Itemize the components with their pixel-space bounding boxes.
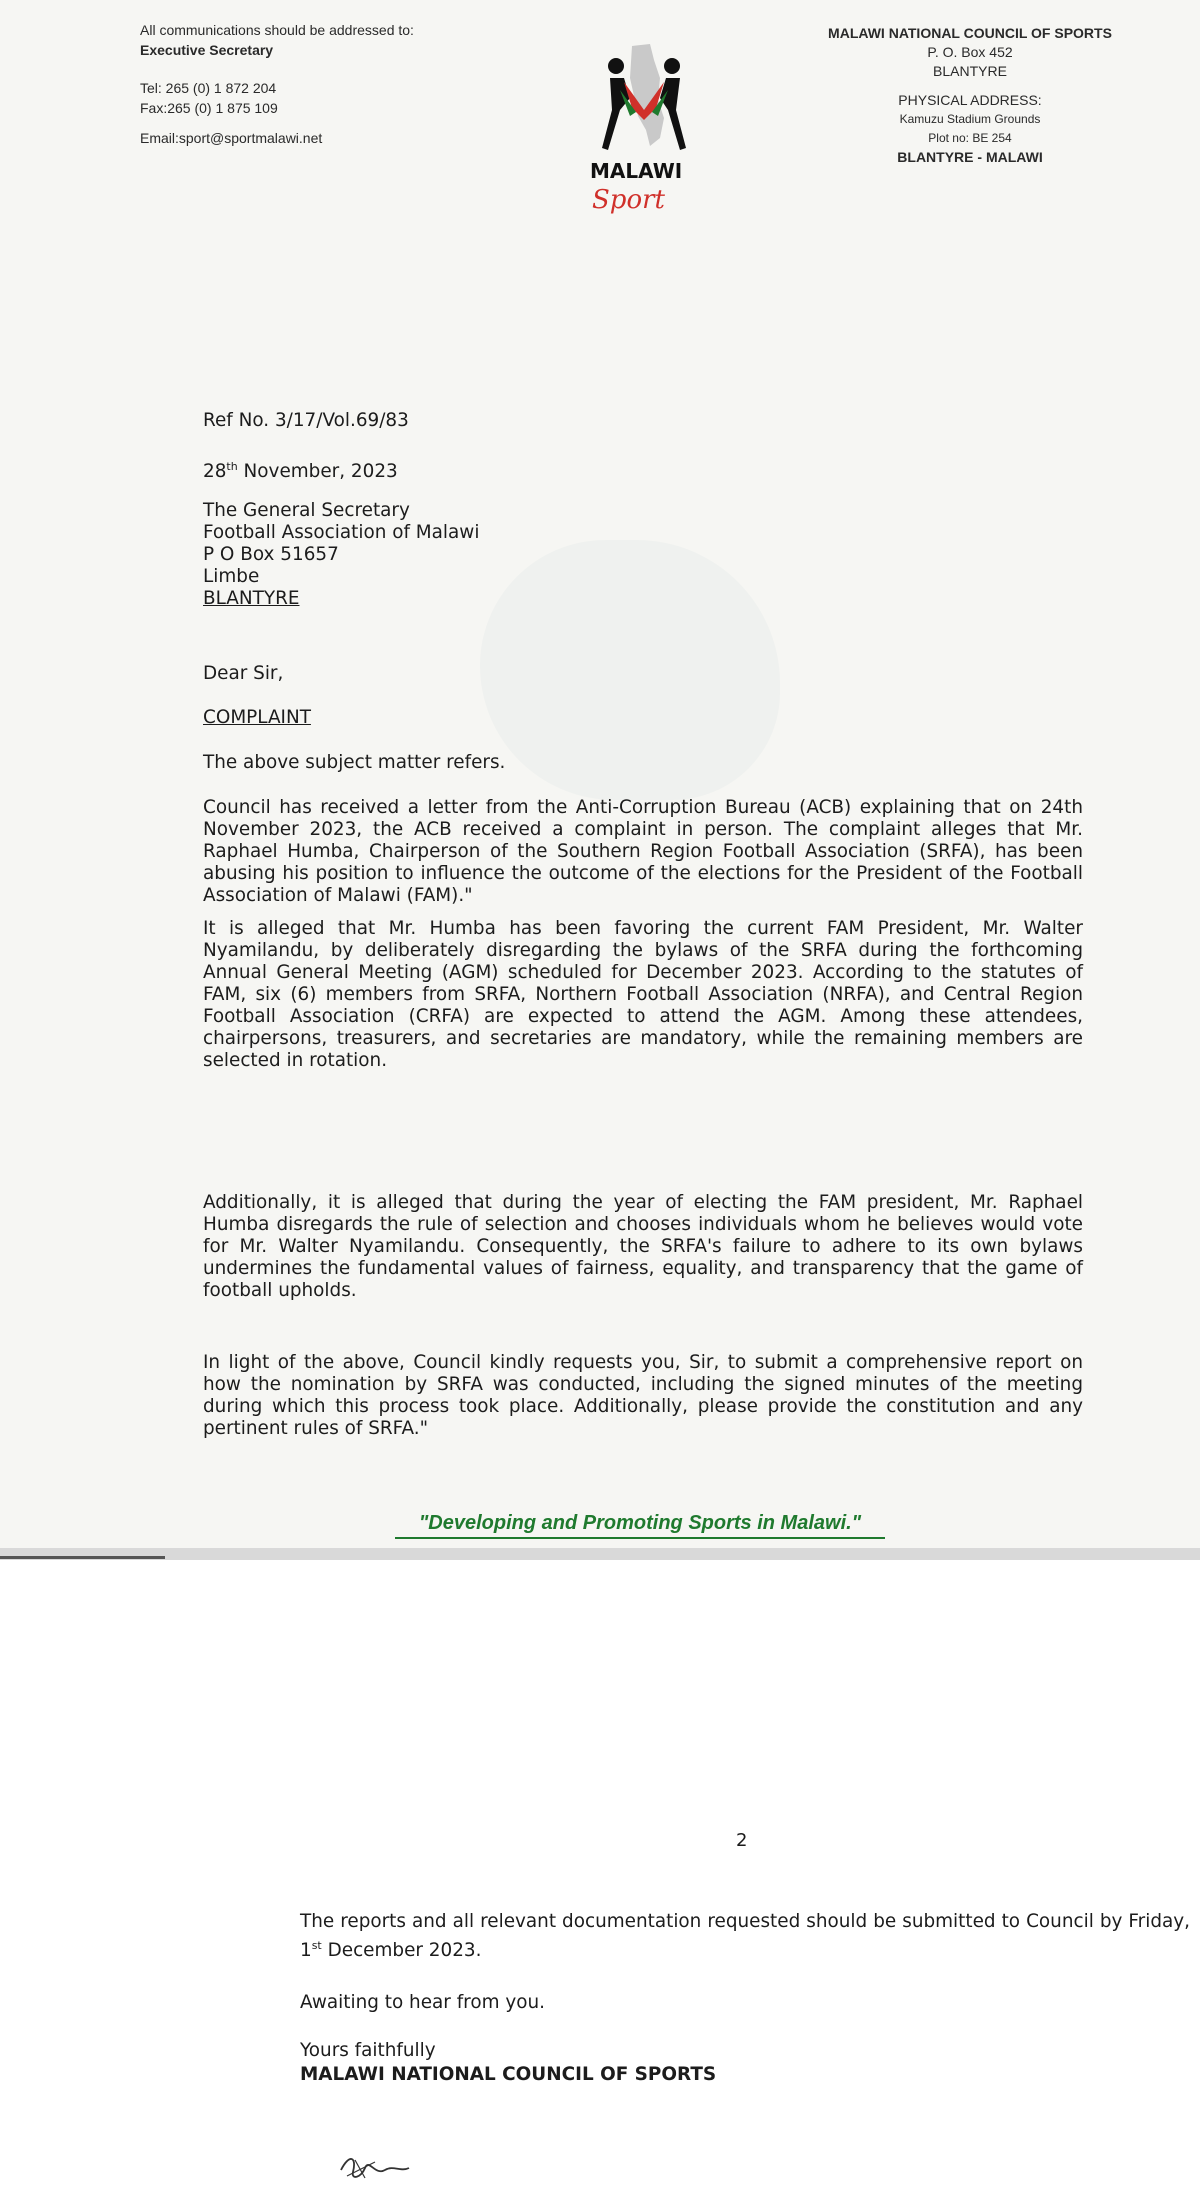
page-separator — [0, 1548, 1200, 1560]
recipient-line: The General Secretary — [203, 500, 410, 521]
header-contact — [140, 20, 414, 148]
recipient-address — [203, 500, 1083, 610]
addressee-title: Executive Secretary — [140, 42, 274, 58]
physical-city: BLANTYRE - MALAWI — [897, 149, 1043, 165]
reference-number: Ref No. 3/17/Vol.69/83 — [203, 410, 409, 431]
org-name: MALAWI NATIONAL COUNCIL OF SPORTS — [828, 25, 1112, 41]
postal-city: BLANTYRE — [933, 63, 1007, 79]
header-organisation — [770, 24, 1170, 167]
paragraph-allegation-2: Additionally, it is alleged that during the year of electing the FAM president, Mr. Raphael Humba disregards the rule of selection and chooses individuals whom he believes would vote for Mr. Walter Nyamilandu. Consequently, the SRFA's failure to adhere to its own bylaws undermines the fundamental values of fairness, equality, and transparency that the game of football upholds. — [203, 1192, 1083, 1301]
separator-mark — [0, 1556, 165, 1559]
recipient-line: Football Association of Malawi — [203, 522, 480, 543]
paragraph-deadline — [300, 1910, 1190, 1963]
malawi-sport-logo — [580, 38, 710, 218]
paragraph-request: In light of the above, Council kindly requests you, Sir, to submit a comprehensive report on how the nomination by SRFA was conducted, including the signed minutes of the meeting during which this process took place. Additionally, please provide the constitution and any pertinent rules of SRFA." — [203, 1352, 1083, 1439]
address-note: All communications should be addressed to: — [140, 22, 414, 38]
signature — [335, 2150, 415, 2185]
date-day: 28 — [203, 461, 227, 483]
logo-word-malawi: MALAWI — [590, 159, 683, 183]
paragraph-allegation-1: It is alleged that Mr. Humba has been favoring the current FAM President, Mr. Walter Nyamilandu, by deliberately disregarding the bylaws of the SRFA during the forthcoming Annual General Meeting (AGM) scheduled for December 2023. According to the statutes of FAM, six (6) members from SRFA, Northern Football Association (NRFA), and Central Region Football Association (CRFA) are expected to attend the AGM. Among these attendees, chairpersons, treasurers, and secretaries are mandatory, while the remaining members are selected in rotation. — [203, 918, 1083, 1071]
recipient-city: BLANTYRE — [203, 588, 300, 609]
paragraph-intro: The above subject matter refers. — [203, 752, 506, 773]
postal-box: P. O. Box 452 — [927, 44, 1013, 60]
email: Email:sport@sportmalawi.net — [140, 130, 323, 146]
paragraph-acb-complaint: Council has received a letter from the Anti-Corruption Bureau (ACB) explaining that on 24th November 2023, the ACB received a complaint in person. The complaint alleges that Mr. Raphael Humba, Chairperson of the Southern Region Football Association (SRFA), has been abusing his position to influence the outcome of the elections for the President of the Football Association of Malawi (FAM)." — [203, 797, 1083, 906]
subject-text: COMPLAINT — [203, 707, 311, 728]
page-number: 2 — [736, 1830, 748, 1851]
deadline-suffix: st — [311, 1939, 322, 1952]
subject-heading — [203, 707, 1083, 729]
letter-date — [203, 456, 1083, 483]
telephone: Tel: 265 (0) 1 872 204 — [140, 80, 277, 96]
paragraph-awaiting: Awaiting to hear from you. — [300, 1992, 545, 2013]
letter-page-2 — [0, 1560, 1200, 2191]
deadline-date: December 2023. — [321, 1940, 482, 1962]
recipient-line: P O Box 51657 — [203, 544, 339, 565]
deadline-text: The reports and all relevant documentation requested should be submitted to Council by Friday, 1 — [300, 1911, 1190, 1962]
date-month-year: November, 2023 — [237, 461, 398, 483]
recipient-line: Limbe — [203, 566, 260, 587]
logo-word-sport: Sport — [592, 185, 665, 215]
physical-address-label: PHYSICAL ADDRESS: — [898, 92, 1042, 108]
motto-underline — [395, 1537, 885, 1539]
closing: Yours faithfully — [300, 2040, 436, 2061]
motto: "Developing and Promoting Sports in Malawi." — [418, 1512, 862, 1534]
plot-number: Plot no: BE 254 — [928, 131, 1012, 145]
fax: Fax:265 (0) 1 875 109 — [140, 100, 278, 116]
stadium-grounds: Kamuzu Stadium Grounds — [899, 112, 1041, 126]
date-suffix: th — [226, 460, 238, 473]
salutation: Dear Sir, — [203, 663, 284, 684]
signatory-organisation: MALAWI NATIONAL COUNCIL OF SPORTS — [300, 2064, 717, 2085]
